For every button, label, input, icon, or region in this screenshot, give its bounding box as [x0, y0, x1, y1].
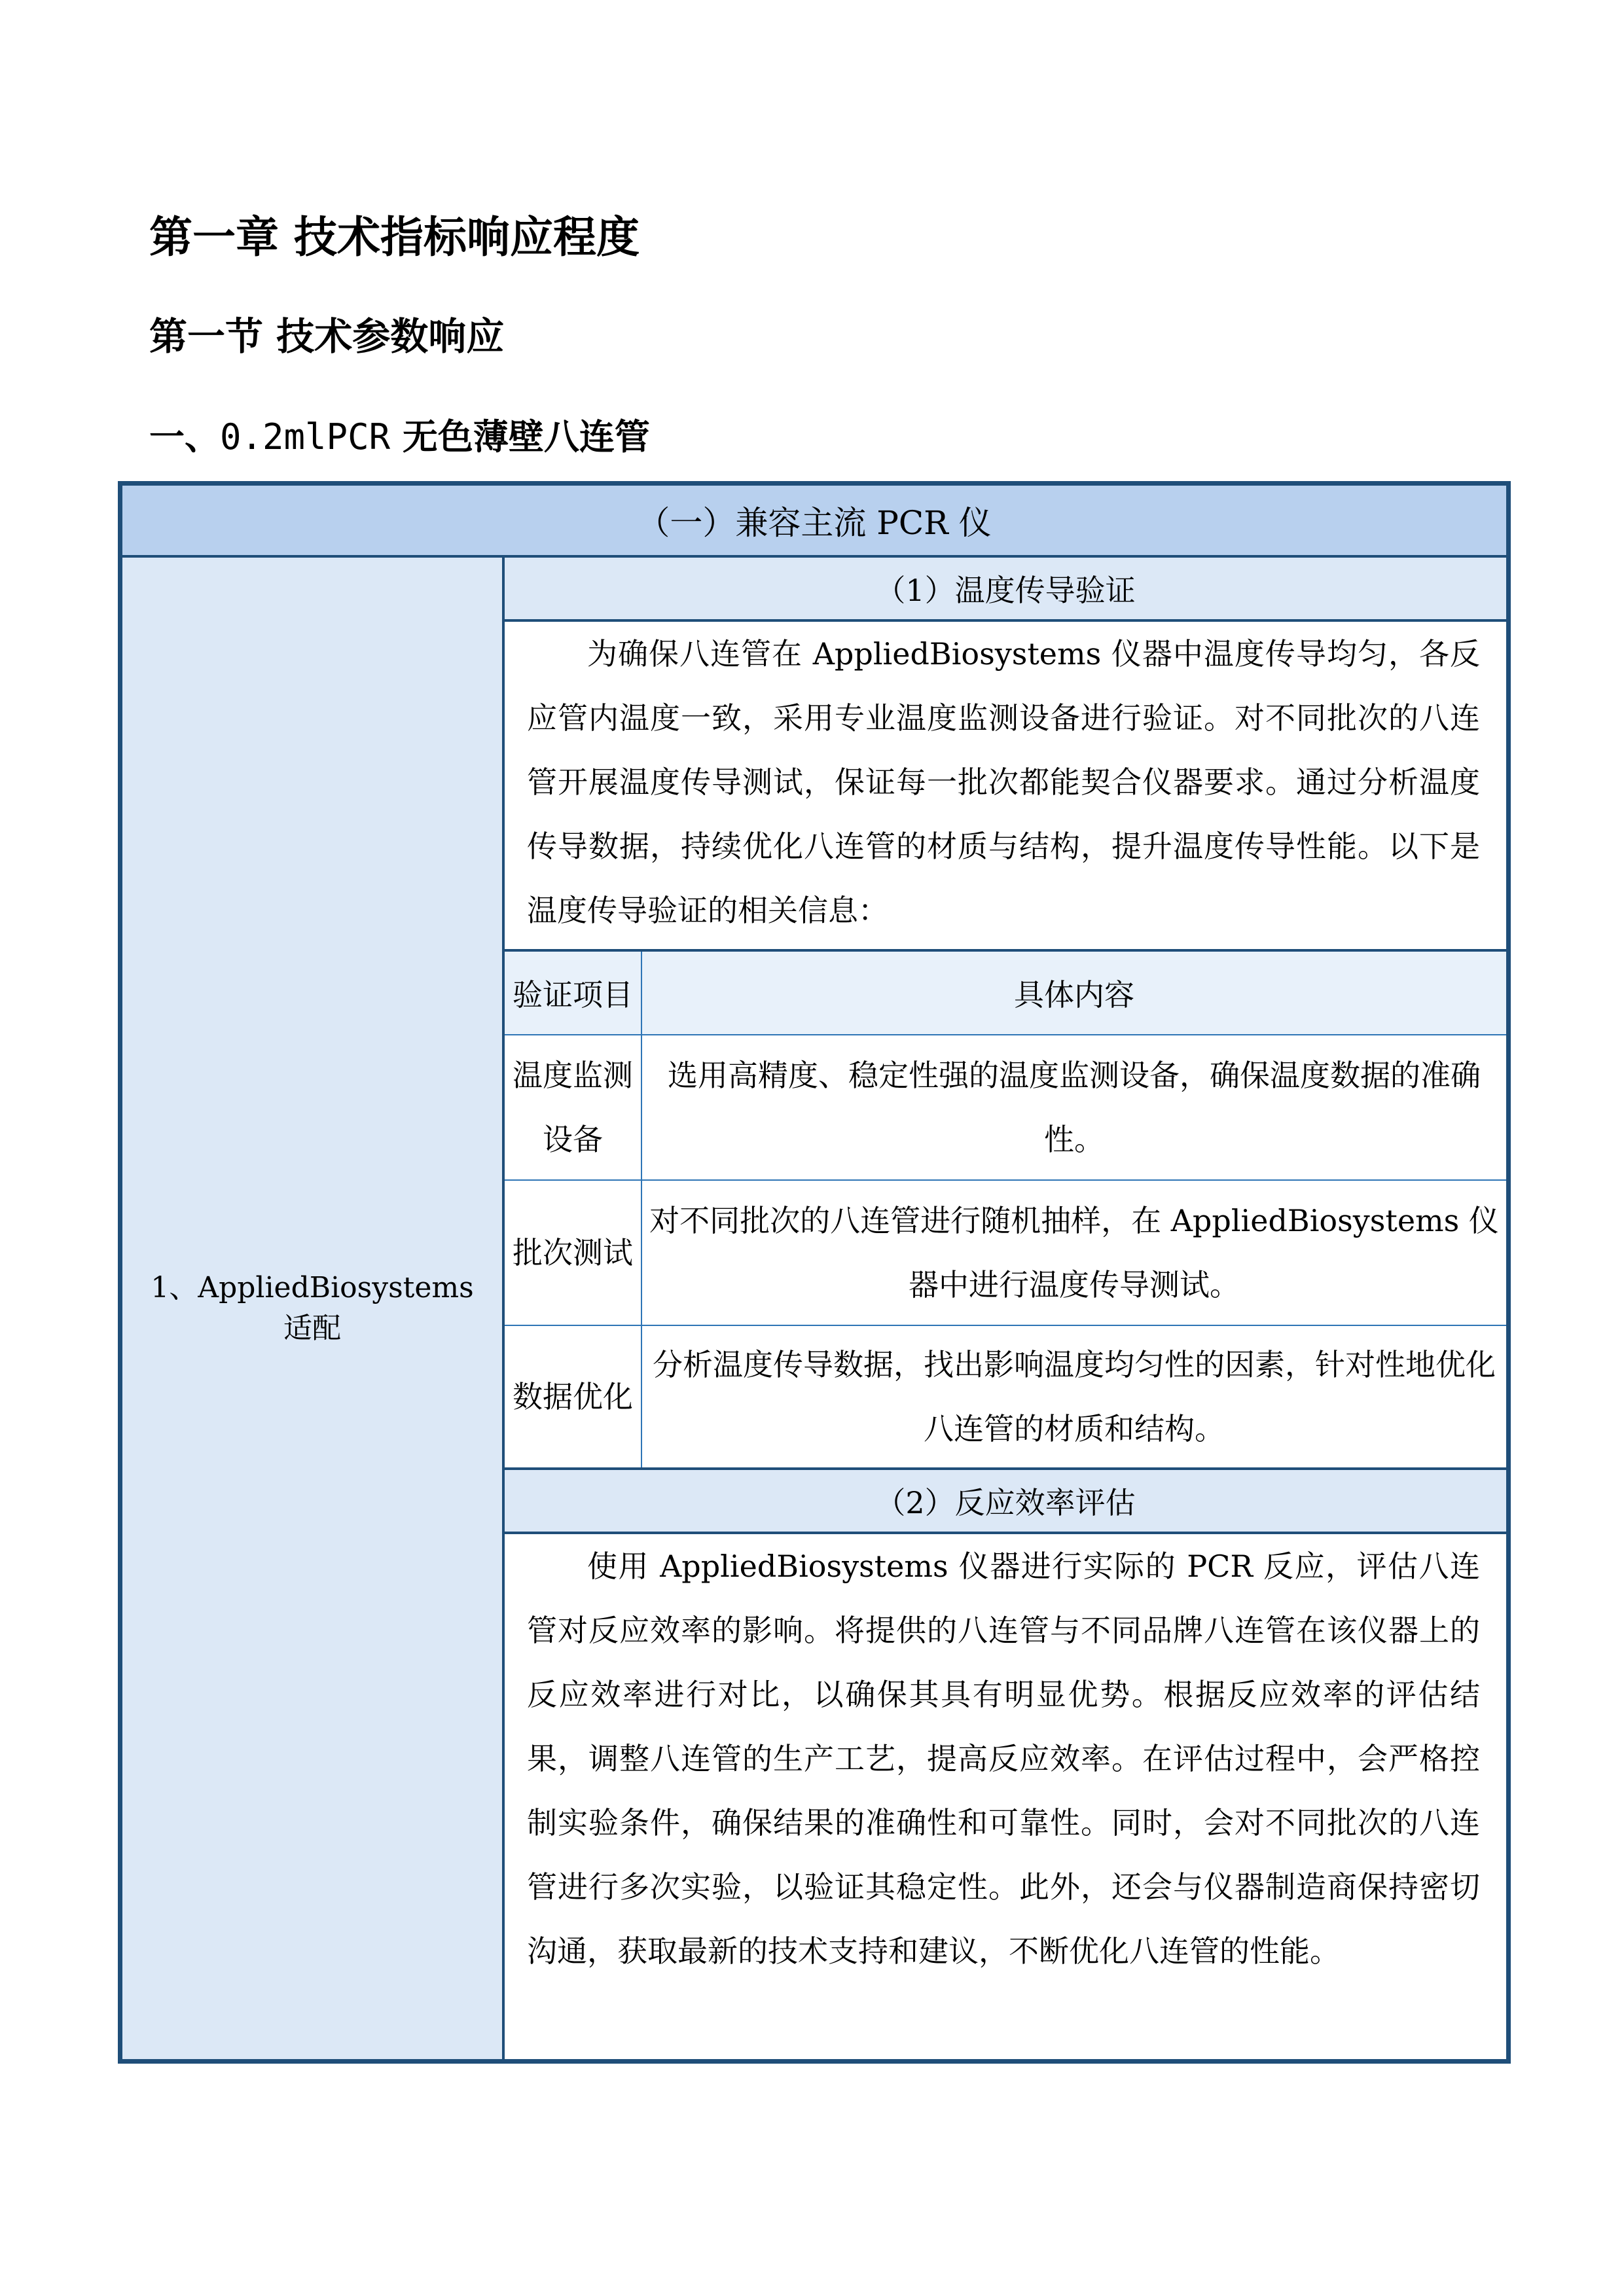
inner-row-1-item-text: 温度监测设备: [513, 1058, 633, 1157]
table-title-text: （一）兼容主流 PCR 仪: [637, 504, 992, 542]
section-heading: 第一节 技术参数响应: [149, 314, 505, 359]
item-heading: [149, 412, 650, 462]
subsection-2-title: [505, 1470, 1506, 1532]
table-title: [122, 486, 1506, 555]
inner-row-2-item: [505, 1181, 641, 1325]
subsection-1-paragraph-text: 为确保八连管在 AppliedBiosystems 仪器中温度传导均匀，各反应管内温度一致，采用专业温度监测设备进行验证。对不同批次的八连管开展温度传导测试，保证每一批次都能契合仪器要求。通过分析温度传导数据，持续优化八连管的材质与结构，提升温度传导性能。以下是温度传导验证的相关信息：: [527, 636, 1480, 928]
subsection-2-paragraph: [505, 1534, 1506, 2059]
inner-row-2-content: [642, 1181, 1506, 1325]
subsection-1-title: [505, 558, 1506, 619]
subsection-1-title-text: （1）温度传导验证: [875, 573, 1136, 608]
left-label-line1: 1、AppliedBiosystems: [151, 1271, 474, 1304]
inner-row-1-content: [642, 1035, 1506, 1179]
left-label-cell: [122, 558, 502, 2059]
inner-header-content-text: 具体内容: [1014, 977, 1134, 1013]
item-heading-latin: 0.2mlPCR: [220, 416, 391, 457]
left-label-line2: 适配: [283, 1312, 341, 1345]
item-heading-rest: 无色薄壁八连管: [390, 416, 650, 457]
inner-row-1-content-text: 选用高精度、稳定性强的温度监测设备，确保温度数据的准确性。: [668, 1058, 1481, 1157]
inner-row-3-content-text: 分析温度传导数据，找出影响温度均匀性的因素，针对性地优化八连管的材质和结构。: [653, 1347, 1496, 1446]
chapter-heading: 第一章 技术指标响应程度: [149, 212, 640, 262]
inner-row-3-content: [642, 1326, 1506, 1467]
inner-row-2-item-text: 批次测试: [513, 1235, 633, 1270]
subsection-2-paragraph-text: 使用 AppliedBiosystems 仪器进行实际的 PCR 反应，评估八连管对反应效率的影响。将提供的八连管与不同品牌八连管在该仪器上的反应效率进行对比，以确保其具有明显优势。根据反应效率的评估结果，调整八连管的生产工艺，提高反应效率。在评估过程中，会严格控制实验条件，确保结果的准确性和可靠性。同时，会对不同批次的八连管进行多次实验，以验证其稳定性。此外，还会与仪器制造商保持密切沟通，获取最新的技术支持和建议，不断优化八连管的性能。: [527, 1549, 1480, 1969]
inner-row-1-item: [505, 1035, 641, 1179]
inner-row-3-item-text: 数据优化: [513, 1379, 633, 1414]
inner-row-2-content-text: 对不同批次的八连管进行随机抽样，在 AppliedBiosystems 仪器中进行温度传导测试。: [649, 1203, 1499, 1302]
inner-header-item: [505, 952, 641, 1034]
inner-header-item-text: 验证项目: [513, 977, 633, 1013]
inner-header-content: [642, 952, 1506, 1034]
subsection-2-title-text: （2）反应效率评估: [875, 1485, 1136, 1520]
inner-row-3-item: [505, 1326, 641, 1467]
subsection-1-paragraph: [505, 622, 1506, 949]
item-heading-prefix: 一、: [149, 416, 220, 457]
